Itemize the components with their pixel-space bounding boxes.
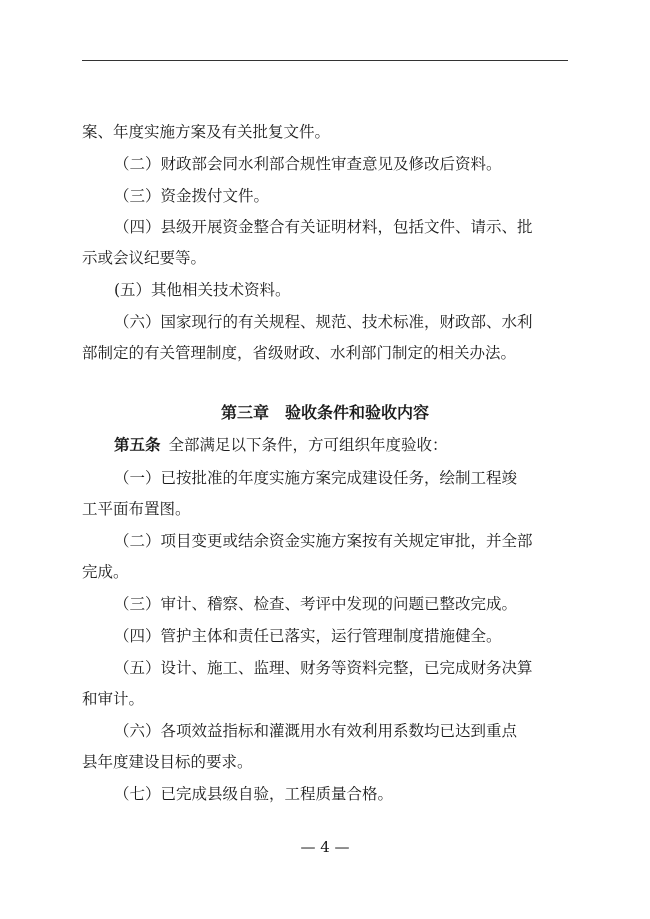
paragraph-line: （七）已完成县级自验，工程质量合格。 <box>114 785 394 803</box>
paragraph-line: （五）设计、施工、监理、财务等资料完整，已完成财务决算 <box>114 659 533 677</box>
paragraph-line: 部制定的有关管理制度，省级财政、水利部门制定的相关办法。 <box>82 344 517 362</box>
chapter-heading: 第三章 验收条件和验收内容 <box>220 403 429 422</box>
article-label: 第五条 <box>114 436 161 454</box>
article-intro-text: 全部满足以下条件，方可组织年度验收： <box>168 436 448 454</box>
paragraph-line: （三）审计、稽察、检查、考评中发现的问题已整改完成。 <box>114 595 518 613</box>
paragraph-line: （四）管护主体和责任已落实，运行管理制度措施健全。 <box>114 627 502 645</box>
paragraph-line: 工平面布置图。 <box>82 500 191 518</box>
header-rule <box>82 60 568 61</box>
article-intro <box>114 434 568 456</box>
paragraph-line: 完成。 <box>82 563 129 581</box>
paragraph-line: （二）项目变更或结余资金实施方案按有关规定审批，并全部 <box>114 532 533 550</box>
paragraph-line: （一）已按批准的年度实施方案完成建设任务，绘制工程竣 <box>114 469 518 487</box>
paragraph-line: 县年度建设目标的要求。 <box>82 753 253 771</box>
paragraph-line: 案、年度实施方案及有关批复文件。 <box>82 123 331 141</box>
paragraph-line: （六）国家现行的有关规程、规范、技术标准，财政部、水利 <box>114 313 533 331</box>
paragraph-line: 示或会议纪要等。 <box>82 249 207 267</box>
paragraph-line: （六）各项效益指标和灌溉用水有效利用系数均已达到重点 <box>114 722 518 740</box>
paragraph-line: (五）其他相关技术资料。 <box>114 281 291 299</box>
paragraph-line: （三）资金拨付文件。 <box>114 187 270 205</box>
paragraph-line: （二）财政部会同水利部合规性审查意见及修改后资料。 <box>114 155 502 173</box>
page-number: — 4 — <box>300 838 350 856</box>
paragraph-line: （四）县级开展资金整合有关证明材料，包括文件、请示、批 <box>114 218 533 236</box>
paragraph-line: 和审计。 <box>82 690 145 708</box>
